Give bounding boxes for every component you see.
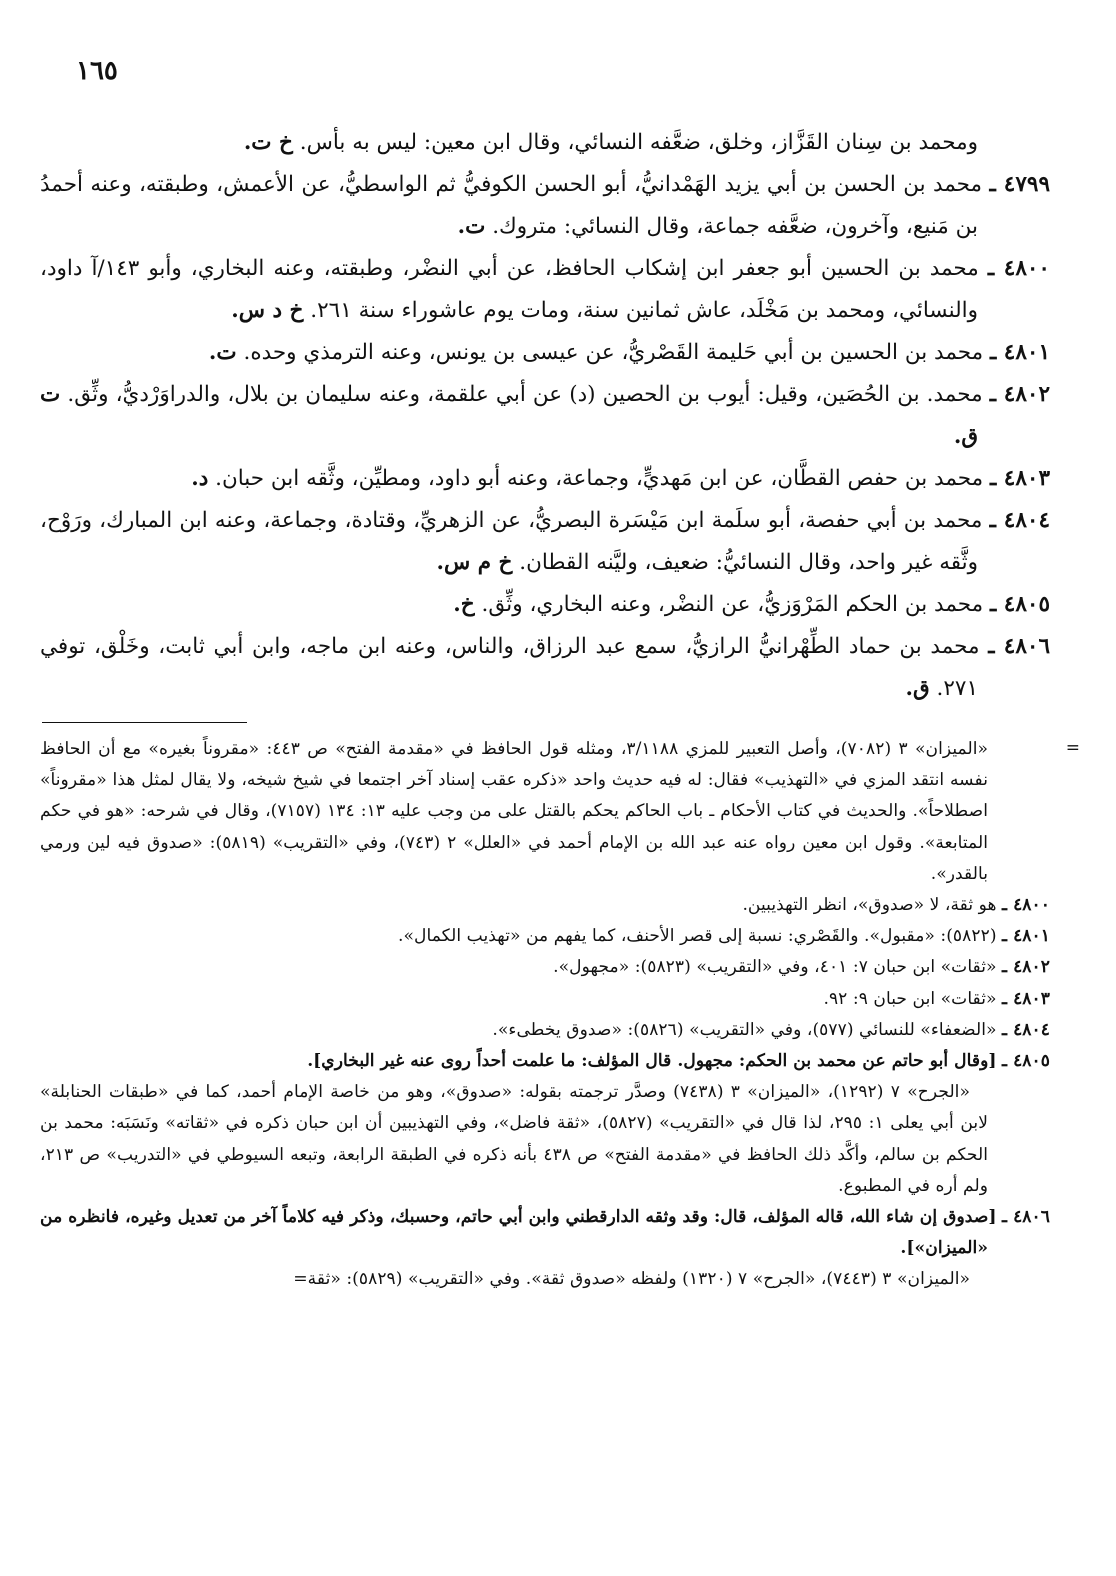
entry-number: ٤٨٠٤ ـ — [989, 508, 1050, 533]
footnote-number: ٤٨٠٦ ـ — [1002, 1207, 1050, 1228]
main-entries — [40, 122, 1050, 710]
entry-code: ت. — [208, 340, 237, 365]
footnote-text: هو ثقة، لا «صدوق»، انظر التهذيبين. — [742, 895, 997, 916]
footnote-continuation-mark: = — [1065, 738, 1080, 758]
entry-text: محمد بن الحكم المَرْوَزيُّ، عن النضْر، وعنه البخاري، وثِّق. — [481, 592, 984, 617]
entry-number: ٤٨٠٦ ـ — [988, 634, 1050, 659]
entry-text: محمد بن حماد الطِّهْرانيُّ الرازيُّ، سمع عبد الرزاق، والناس، وعنه ابن ماجه، وابن أبي ثابت، وخَلْق، توفي ٢٧١. — [40, 634, 980, 701]
entry-text: محمد بن الحسن بن أبي يزيد الهَمْدانيُّ، أبو الحسن الكوفيُّ ثم الواسطيُّ، عن الأعمش، وطبقته، وعنه أحمدُ بن مَنيع، وآخرون، ضعَّفه جماعة، وقال النسائي: متروك. — [40, 172, 983, 239]
footnote-bold-quote: [صدوق إن شاء الله، قاله المؤلف، قال: وقد وثقه الدارقطني وابن أبي حاتم، وحسبك، وذكر فيه كلاماً آخر من تعديل وغيره، فانظره من «الميزان»]. — [40, 1207, 997, 1259]
entry-code: خ م س. — [436, 550, 513, 575]
entry-number: ٤٨٠٠ ـ — [987, 256, 1050, 281]
entry-4805 — [40, 584, 1050, 626]
entry-4803 — [40, 458, 1050, 500]
entry-4806 — [40, 626, 1050, 710]
footnote-number: ٤٨٠٠ ـ — [1002, 895, 1050, 916]
entry-number: ٤٧٩٩ ـ — [989, 172, 1050, 197]
footnotes — [40, 734, 1050, 1296]
entry-continuation — [40, 122, 1050, 164]
entry-4799 — [40, 164, 1050, 248]
footnote-4806-body: «الميزان» ٣ (٧٤٤٣)، «الجرح» ٧ (١٣٢٠) ولفظه «صدوق ثقة». وفي «التقريب» (٥٨٢٩): «ثقة= — [293, 1269, 970, 1290]
footnote-number: ٤٨٠٥ ـ — [1002, 1051, 1050, 1072]
entry-number: ٤٨٠٣ ـ — [990, 466, 1050, 491]
entry-text: ومحمد بن سِنان القَزَّاز، وخلق، ضعَّفه النسائي، وقال ابن معين: ليس به بأس. — [299, 130, 978, 155]
footnote-text: «الضعفاء» للنسائي (٥٧٧)، وفي «التقريب» (٥٨٢٦): «صدوق يخطىء». — [492, 1019, 997, 1040]
entry-text: محمد بن حفص القطَّان، عن ابن مَهديٍّ، وجماعة، وعنه أبو داود، ومطيِّن، وثَّقه ابن حبان. — [215, 466, 984, 491]
footnote-text: «ثقات» ابن حبان ٧: ٤٠١، وفي «التقريب» (٥٨٢٣): «مجهول». — [553, 957, 997, 978]
footnote-4805 — [40, 1046, 1050, 1077]
footnote-4806 — [40, 1202, 1050, 1264]
entry-code: خ د س. — [231, 298, 304, 323]
entry-text: محمد بن أبي حفصة، أبو سلَمة ابن مَيْسَرة البصريُّ، عن الزهريِّ، وقتادة، وجماعة، وعنه ابن المبارك، ورَوْح، وثَّقه غير واحد، وقال النسائيُّ: ضعيف، وليَّنه القطان. — [40, 508, 983, 575]
footnote-number: ٤٨٠١ ـ — [1002, 926, 1050, 947]
entry-4800 — [40, 248, 1050, 332]
footnote-divider — [42, 722, 247, 723]
footnote-4803 — [40, 984, 1050, 1015]
footnote-4801 — [40, 921, 1050, 952]
footnote-bold-quote: [وقال أبو حاتم عن محمد بن الحكم: مجهول. قال المؤلف: ما علمت أحداً روى عنه غير البخاري]. — [307, 1051, 997, 1072]
entry-text: محمد بن الحسين أبو جعفر ابن إشكاب الحافظ، عن أبي النضْر، وطبقته، وعنه البخاري، وأبو ١٤٣/آ داود، والنسائي، ومحمد بن مَخْلَد، عاش ثمانين سنة، ومات يوم عاشوراء سنة ٢٦١. — [40, 256, 979, 323]
footnote-4804 — [40, 1015, 1050, 1046]
footnote-continuation: «الميزان» ٣ (٧٠٨٢)، وأصل التعبير للمزي ٣/١١٨٨، ومثله قول الحافظ في «مقدمة الفتح» ص ٤٤٣: «مقروناً بغيره» مع أن الحافظ نفسه انتقد المزي في «التهذيب» فقال: له فيه حديث واحد «ذكره عقب إسناد آخر اجتمعا في شيخ شيخه، ولا يقال لمثل هذا «مقروناً» اصطلاحاً». والحديث في كتاب الأحكام ـ باب الحاكم يحكم بالقتل على من وجب عليه ١٣: ١٣٤ (٧١٥٧)، وقال في شرحه: «هو في حكم المتابعة». وقول ابن معين رواه عنه عبد الله بن الإمام أحمد في «العلل» ٢ (٧٤٣)، وفي «التقريب» (٥٨١٩): «صدوق فيه لين ورمي بالقدر». — [40, 739, 989, 884]
footnote-text: «ثقات» ابن حبان ٩: ٩٢. — [823, 988, 997, 1009]
entry-4802 — [40, 374, 1050, 458]
entry-code: خ ت. — [243, 130, 293, 155]
footnote-4805-body: «الجرح» ٧ (١٢٩٢)، «الميزان» ٣ (٧٤٣٨) وصدَّر ترجمته بقوله: «صدوق»، وهو من خاصة الإمام أحمد، كما في «طبقات الحنابلة» لابن أبي يعلى ١: ٢٩٥، لذا قال في «التقريب» (٥٨٢٧)، «ثقة فاضل»، وفي التهذيبين أن ابن حبان ذكره في «ثقاته» ونَسَبَه: محمد بن الحكم بن سالم، وأكَّد ذلك الحافظ في «مقدمة الفتح» ص ٤٣٨ بأنه ذكره في الطبقة الرابعة، وتبعه السيوطي في «التدريب» ص ٢١٣، ولم أره في المطبوع. — [40, 1082, 988, 1196]
entry-number: ٤٨٠١ ـ — [990, 340, 1050, 365]
entry-code: د. — [191, 466, 209, 491]
footnote-number: ٤٨٠٢ ـ — [1002, 957, 1050, 978]
footnote-text: (٥٨٢٢): «مقبول». والقَصْري: نسبة إلى قصر الأحنف، كما يفهم من «تهذيب الكمال». — [398, 926, 997, 947]
footnote-number: ٤٨٠٣ ـ — [1002, 988, 1050, 1009]
entry-number: ٤٨٠٢ ـ — [989, 382, 1050, 407]
footnote-4802 — [40, 952, 1050, 983]
entry-code: ق. — [905, 676, 930, 701]
entry-code: ت ق. — [40, 382, 978, 449]
footnote-number: ٤٨٠٤ ـ — [1002, 1019, 1050, 1040]
entry-4801 — [40, 332, 1050, 374]
page-number: ١٦٥ — [76, 56, 118, 86]
entry-number: ٤٨٠٥ ـ — [990, 592, 1050, 617]
entry-text: محمد بن الحسين بن أبي حَليمة القَصْريُّ، عن عيسى بن يونس، وعنه الترمذي وحده. — [243, 340, 984, 365]
entry-text: محمد. بن الحُصَين، وقيل: أيوب بن الحصين (د) عن أبي علقمة، وعنه سليمان بن بلال، والدراوَرْديُّ، وثِّق. — [67, 382, 983, 407]
footnote-4800 — [40, 890, 1050, 921]
entry-code: خ. — [453, 592, 475, 617]
entry-4804 — [40, 500, 1050, 584]
entry-code: ت. — [457, 214, 486, 239]
